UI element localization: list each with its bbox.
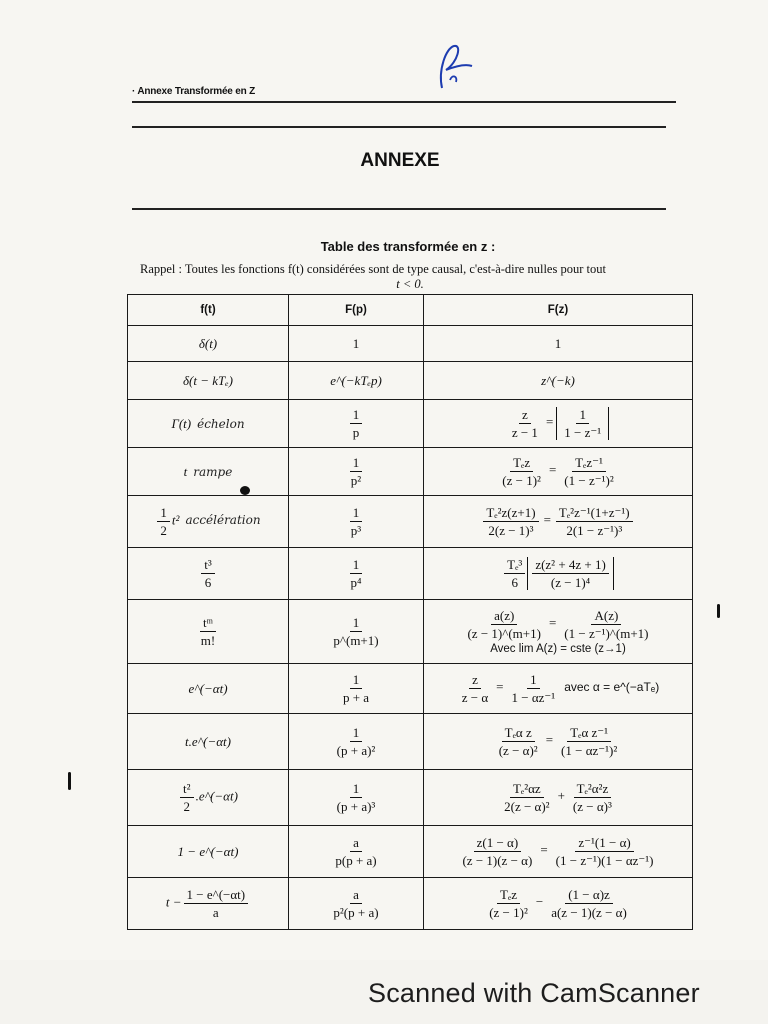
rappel-line-2: t < 0. (396, 277, 424, 291)
table-row (128, 326, 693, 362)
header-rule-1 (132, 101, 676, 103)
cell-fp: $\frac{1}{p + a}$ (289, 664, 424, 714)
cell-ft: $\frac{\text{t³}}{6}$ (128, 548, 289, 600)
cell-fz: $\frac{\text{Tₑ³}}{6}$ $\frac{\text{z(z² + 4z + 1)}}{\text{(z − 1)⁴}}$ (424, 548, 693, 600)
cell-fz: $\frac{z(1 - \alpha)}{(z - 1)(z - \alpha)}$ = $\frac{\text{z⁻¹(1 − α)}}{\text{(1 − z⁻¹)(1 − αz⁻¹)}}$ (424, 826, 693, 878)
cell-fz: $\frac{\text{Tₑz}}{\text{(z − 1)²}}$ − $\frac{(1 - \alpha)z}{a(z - 1)(z - \alpha)}$ (424, 878, 693, 930)
alpha-definition: avec α = e^(−aTₑ) (564, 680, 660, 695)
table-row (128, 548, 693, 600)
title-rule (132, 208, 666, 210)
table-row (128, 496, 693, 548)
cell-fp: $\frac{1}{\text{p⁴}}$ (289, 548, 424, 600)
cell-fp: $\frac{1}{\text{p³}}$ (289, 496, 424, 548)
table-header-row (128, 295, 693, 326)
cell-ft: $\frac{\text{t²}}{2}$ .e^(−αt) (128, 770, 289, 826)
cell-fz: $\frac{\text{Tₑ²αz}}{\text{2(z − α)²}}$ + $\frac{\text{Tₑ²α²z}}{\text{(z − α)³}}$ (424, 770, 693, 826)
cell-ft: Γ(t) échelon (128, 400, 289, 448)
cell-ft: $\frac{\text{tᵐ}}{m!}$ (128, 600, 289, 664)
cell-ft: e^(−αt) (128, 664, 289, 714)
cell-ft: t rampe (128, 448, 289, 496)
cell-ft: δ(t) (128, 326, 289, 362)
cell-ft: δ(t − kTₑ) (128, 362, 289, 400)
header-label: · Annexe Transformée en Z (132, 86, 256, 97)
cell-ft: $\frac{1}{2}$ t² accélération (128, 496, 289, 548)
cell-fp: $\frac{1}{\text{(p + a)²}}$ (289, 714, 424, 770)
table-row (128, 714, 693, 770)
cell-fp: e^(−kTₑp) (289, 362, 424, 400)
header-rule-2 (132, 126, 666, 128)
cell-fp: $\frac{a}{p(p + a)}$ (289, 826, 424, 878)
cell-fz: $\frac{z}{z - \alpha}$ = $\frac{1}{\text{1 − αz⁻¹}}$ avec α = e^(−aTₑ) (424, 664, 693, 714)
handwritten-note: accélération (185, 513, 261, 528)
cell-fp: $\frac{1}{p\^{}(m+1)}$ (289, 600, 424, 664)
z-transform-table (127, 294, 693, 930)
ink-blot (240, 486, 250, 495)
cell-fp: $\frac{1}{p}$ (289, 400, 424, 448)
table-row (128, 826, 693, 878)
cell-fz: $\frac{\text{Tₑ²z(z+1)}}{\text{2(z − 1)³}}$ = $\frac{\text{Tₑ²z⁻¹(1+z⁻¹)}}{\text{2(1 − z⁻¹)³}}$ (424, 496, 693, 548)
cell-fz: $\frac{a(z)}{(z - 1)\^{}(m+1)}$ = $\frac{A(z)}{\text{(1 − z⁻¹)\textasciicircum{}(m+1)}}$ Avec lim A(z) = cste (z→1) (424, 600, 693, 664)
cell-fp: $\frac{a}{\text{p²(p + a)}}$ (289, 878, 424, 930)
cell-fp: $\frac{1}{\text{(p + a)³}}$ (289, 770, 424, 826)
table-row (128, 664, 693, 714)
table-row (128, 400, 693, 448)
margin-mark (68, 772, 71, 790)
table-row (128, 600, 693, 664)
cell-ft: t − $\frac{1 - e\^{}(-\alpha t)}{a}$ (128, 878, 289, 930)
camscanner-watermark: Scanned with CamScanner (368, 978, 700, 1008)
rappel-text (140, 262, 680, 292)
cell-fz: z^(−k) (424, 362, 693, 400)
cell-fz: $\frac{\text{Tₑα z}}{\text{(z − α)²}}$ = $\frac{\text{Tₑα z⁻¹}}{\text{(1 − αz⁻¹)²}}$ (424, 714, 693, 770)
handwritten-note: échelon (197, 416, 245, 431)
cell-fp: 1 (289, 326, 424, 362)
cell-fp: $\frac{1}{\text{p²}}$ (289, 448, 424, 496)
limit-condition: Avec lim A(z) = cste (z→1) (490, 643, 626, 655)
table-row (128, 362, 693, 400)
margin-mark (717, 604, 720, 618)
cell-ft: t.e^(−αt) (128, 714, 289, 770)
cell-fz: $\frac{z}{z - 1}$ = $\frac{1}{\text{1 − z⁻¹}}$ (424, 400, 693, 448)
cell-fz: $\frac{\text{Tₑz}}{\text{(z − 1)²}}$ = $\frac{\text{Tₑz⁻¹}}{\text{(1 − z⁻¹)²}}$ (424, 448, 693, 496)
cell-fz: 1 (424, 326, 693, 362)
table-title: Table des transformée en z : (320, 239, 496, 254)
table-row (128, 878, 693, 930)
page-title: ANNEXE (360, 150, 440, 171)
handwritten-note: rampe (193, 464, 233, 479)
table-row (128, 770, 693, 826)
header-fz: F(z) (424, 295, 693, 326)
signature-icon (428, 40, 478, 96)
header-fp: F(p) (289, 295, 424, 326)
header-ft: f(t) (128, 295, 289, 326)
table-row (128, 448, 693, 496)
cell-ft: 1 − e^(−αt) (128, 826, 289, 878)
rappel-line-1: Rappel : Toutes les fonctions f(t) considérées sont de type causal, c'est-à-dire nulles pour tout (140, 262, 606, 276)
